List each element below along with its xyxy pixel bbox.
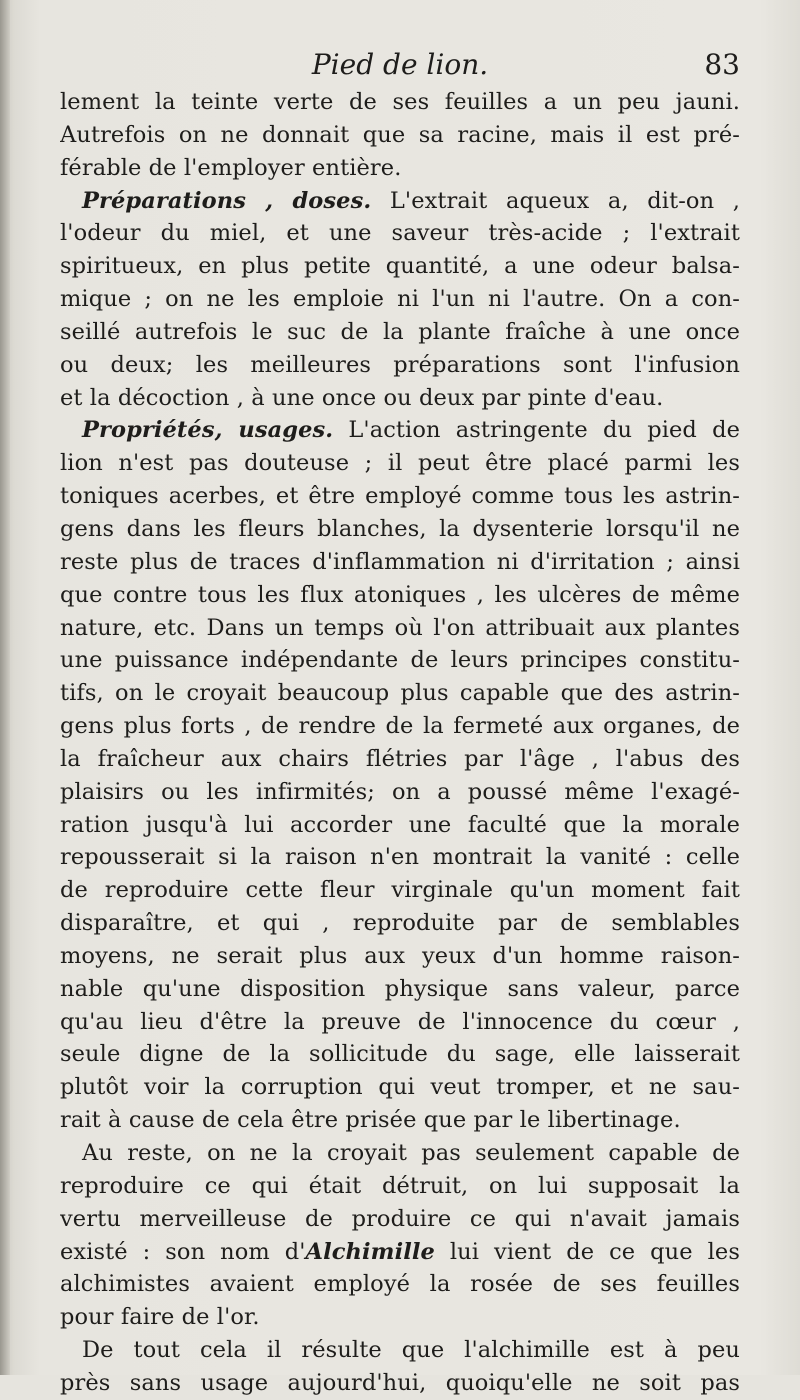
- text-line: [60, 546, 740, 579]
- text-segment: mique ; on ne les emploie ni l'un ni l'autre. On a con-: [60, 286, 740, 313]
- text-line: [60, 316, 740, 349]
- text-line: [60, 1203, 740, 1236]
- text-line: [60, 644, 740, 677]
- text-segment: repousserait si la raison n'en montrait la vanité : celle: [60, 844, 740, 871]
- text-line: [60, 1170, 740, 1203]
- text-line: [60, 1006, 740, 1039]
- text-segment: plutôt voir la corruption qui veut tromper, et ne sau-: [60, 1074, 740, 1101]
- text-segment: alchimistes avaient employé la rosée de ses feuilles: [60, 1271, 740, 1298]
- text-line: [60, 809, 740, 842]
- text-segment: nature, etc. Dans un temps où l'on attribuait aux plantes: [60, 614, 740, 641]
- text-line: [60, 1071, 740, 1104]
- section-heading: Propriétés, usages.: [82, 417, 334, 444]
- text-segment: près sans usage aujourd'hui, quoiqu'elle ne soit pas: [60, 1369, 740, 1396]
- text-line: [60, 152, 740, 185]
- text-line: [60, 710, 740, 743]
- text-line: [60, 1367, 740, 1400]
- text-line: [60, 841, 740, 874]
- text-segment: reproduire ce qui était détruit, on lui supposait la: [60, 1172, 740, 1199]
- text-line: [60, 1137, 740, 1170]
- text-line: [60, 743, 740, 776]
- text-segment: Au reste, on ne la croyait pas seulement capable de: [82, 1140, 740, 1166]
- text-line: [60, 414, 740, 447]
- text-segment: gens plus forts , de rendre de la fermeté aux organes, de: [60, 713, 740, 740]
- text-segment: l'odeur du miel, et une saveur très-acide ; l'extrait: [60, 220, 740, 247]
- running-header: [60, 48, 740, 88]
- running-title: Pied de lion.: [311, 48, 489, 81]
- text-line: [60, 349, 740, 382]
- text-segment: de reproduire cette fleur virginale qu'un moment fait: [60, 877, 740, 904]
- text-segment: disparaître, et qui , reproduite par de semblables: [60, 910, 740, 937]
- text-segment: L'action astringente du pied de: [333, 417, 740, 444]
- text-segment: seillé autrefois le suc de la plante fraîche à une once: [60, 318, 740, 345]
- page-number: 83: [704, 48, 740, 81]
- text-line: [60, 1334, 740, 1367]
- page-body-text: [60, 86, 740, 1400]
- text-segment: existé : son nom d': [60, 1238, 306, 1265]
- text-segment: tifs, on le croyait beaucoup plus capable que des astrin-: [60, 680, 740, 707]
- text-line: [60, 907, 740, 940]
- text-segment: férable de l'employer entière.: [60, 154, 402, 181]
- text-line: [60, 612, 740, 645]
- text-segment: plaisirs ou les infirmités; on a poussé même l'exagé-: [60, 778, 740, 805]
- text-segment: nable qu'une disposition physique sans valeur, parce: [60, 975, 740, 1002]
- text-line: [60, 579, 740, 612]
- page-gutter-shadow: [0, 0, 10, 1375]
- text-line: [60, 940, 740, 973]
- text-line: [60, 119, 740, 152]
- text-line: [60, 1104, 740, 1137]
- text-line: [60, 86, 740, 119]
- text-segment: spiritueux, en plus petite quantité, a une odeur balsa-: [60, 253, 740, 280]
- text-segment: reste plus de traces d'inflammation ni d'irritation ; ainsi: [60, 548, 740, 575]
- text-segment: L'extrait aqueux a, dit-on ,: [371, 187, 740, 214]
- text-line: [60, 480, 740, 513]
- text-line: [60, 776, 740, 809]
- text-segment: rait à cause de cela être prisée que par le libertinage.: [60, 1107, 681, 1134]
- text-line: [60, 973, 740, 1006]
- text-segment: Autrefois on ne donnait que sa racine, mais il est pré-: [60, 121, 740, 148]
- text-line: [60, 217, 740, 250]
- text-segment: seule digne de la sollicitude du sage, elle laisserait: [60, 1041, 740, 1068]
- text-segment: que contre tous les flux atoniques , les ulcères de même: [60, 581, 740, 608]
- text-line: [60, 1038, 740, 1071]
- text-segment: la fraîcheur aux chairs flétries par l'âge , l'abus des: [60, 745, 740, 772]
- text-line: [60, 447, 740, 480]
- text-segment: pour faire de l'or.: [60, 1304, 260, 1331]
- text-segment: une puissance indépendante de leurs principes constitu-: [60, 647, 740, 674]
- italic-term: Alchimille: [305, 1238, 435, 1265]
- text-line: [60, 185, 740, 218]
- text-line: [60, 513, 740, 546]
- text-segment: qu'au lieu d'être la preuve de l'innocence du cœur ,: [60, 1008, 740, 1035]
- section-heading: Préparations , doses.: [82, 187, 372, 214]
- text-segment: lion n'est pas douteuse ; il peut être placé parmi les: [60, 450, 740, 477]
- text-line: [60, 283, 740, 316]
- text-segment: vertu merveilleuse de produire ce qui n'avait jamais: [60, 1205, 740, 1232]
- text-line: [60, 1236, 740, 1269]
- text-segment: moyens, ne serait plus aux yeux d'un homme raison-: [60, 942, 740, 969]
- text-line: [60, 874, 740, 907]
- text-segment: lui vient de ce que les: [434, 1238, 740, 1265]
- text-segment: ration jusqu'à lui accorder une faculté que la morale: [60, 811, 740, 838]
- text-line: [60, 677, 740, 710]
- text-segment: gens dans les fleurs blanches, la dysenterie lorsqu'il ne: [60, 515, 740, 542]
- text-line: [60, 250, 740, 283]
- text-segment: lement la teinte verte de ses feuilles a un peu jauni.: [60, 89, 740, 115]
- text-segment: toniques acerbes, et être employé comme tous les astrin-: [60, 483, 740, 510]
- text-line: [60, 382, 740, 415]
- text-line: [60, 1268, 740, 1301]
- text-segment: et la décoction , à une once ou deux par pinte d'eau.: [60, 384, 664, 411]
- text-segment: ou deux; les meilleures préparations sont l'infusion: [60, 351, 740, 378]
- text-segment: De tout cela il résulte que l'alchimille est à peu: [82, 1337, 740, 1364]
- text-line: [60, 1301, 740, 1334]
